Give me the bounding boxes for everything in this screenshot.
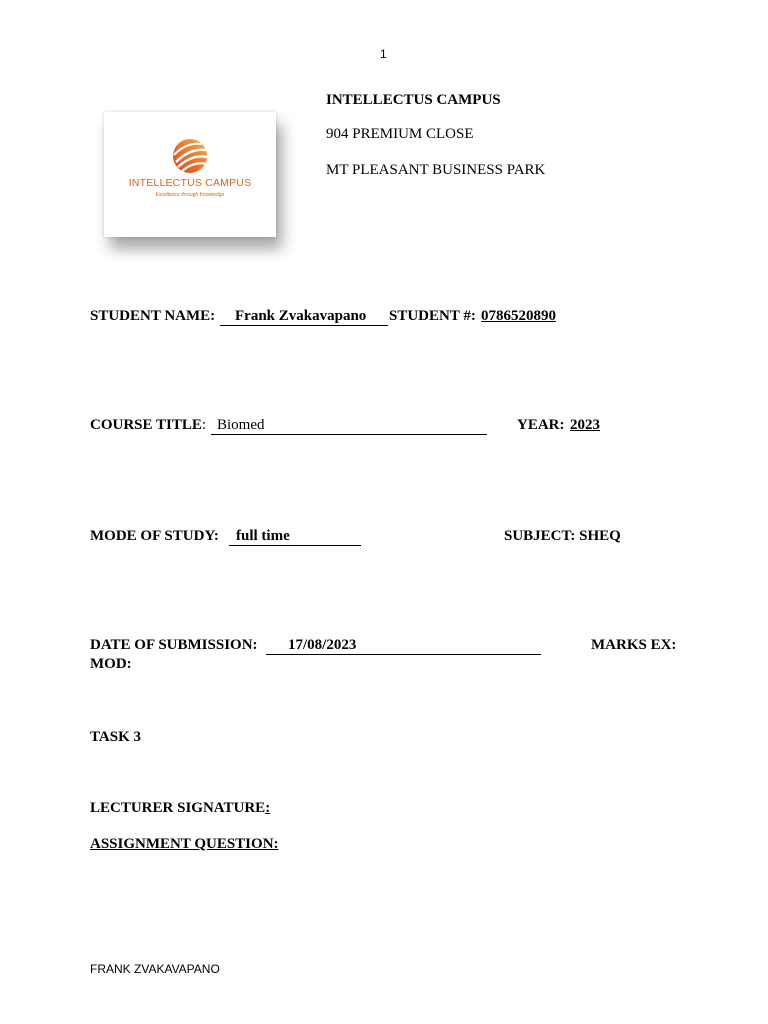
logo-tagline: Excellence through Knowledge <box>155 192 225 198</box>
mod-label: MOD: <box>90 656 132 672</box>
course-title-value: Biomed <box>211 417 487 435</box>
student-number-label: STUDENT #: <box>389 308 476 324</box>
date-of-submission-value: 17/08/2023 <box>266 637 541 655</box>
year-label: YEAR: <box>517 417 565 433</box>
student-name-label: STUDENT NAME: <box>90 308 216 324</box>
mode-of-study-value: full time <box>229 528 361 546</box>
date-of-submission-label: DATE OF SUBMISSION: <box>90 637 258 653</box>
lecturer-signature-label: LECTURER SIGNATURE <box>90 800 266 816</box>
campus-name: INTELLECTUS CAMPUS <box>326 92 501 108</box>
course-title-colon: : <box>201 417 207 433</box>
course-title-label: COURSE TITLE <box>90 417 202 433</box>
student-number-value: 0786520890 <box>481 308 556 324</box>
address-line-2: MT PLEASANT BUSINESS PARK <box>326 162 546 178</box>
marks-ex-label: MARKS EX: <box>591 637 677 653</box>
logo-name: INTELLECTUS CAMPUS <box>128 177 252 189</box>
subject-label: SUBJECT: SHEQ <box>504 528 621 544</box>
address-line-1: 904 PREMIUM CLOSE <box>326 126 474 142</box>
campus-logo <box>104 112 276 237</box>
page-number: 1 <box>380 47 387 61</box>
task-label: TASK 3 <box>90 729 141 745</box>
sphere-icon <box>170 136 210 176</box>
assignment-question-label: ASSIGNMENT QUESTION: <box>90 836 279 852</box>
footer-author: FRANK ZVAKAVAPANO <box>90 962 220 976</box>
year-value: 2023 <box>570 417 600 433</box>
lecturer-signature-colon: : <box>265 800 271 816</box>
student-name-value: Frank Zvakavapano <box>220 308 388 326</box>
mode-of-study-label: MODE OF STUDY: <box>90 528 219 544</box>
